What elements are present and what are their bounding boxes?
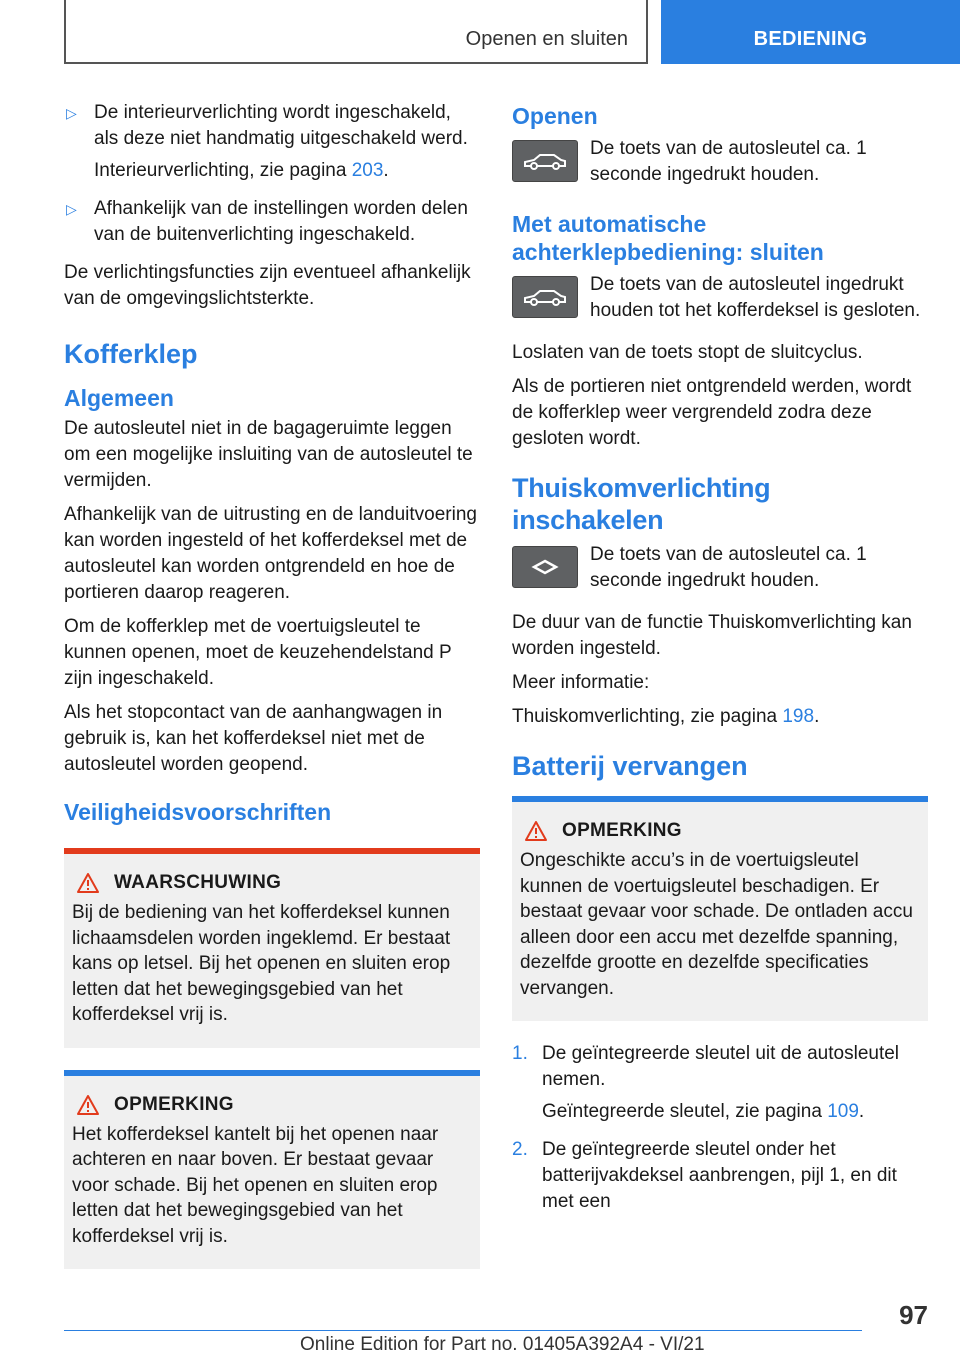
bullet-reference: Interieurverlichting, zie pagina 203. — [94, 160, 389, 181]
warning-triangle-icon — [76, 872, 100, 894]
paragraph: Als het stopcontact van de aanhangwagen in gebruik is, kan het kofferdeksel niet met de autosleutel worden geopend. — [64, 702, 443, 775]
reference: Thuiskomverlichting, zie pagina 198. — [512, 706, 820, 727]
step-item — [512, 1041, 928, 1131]
bullet-item — [64, 100, 480, 190]
section-title: Openen en sluiten — [465, 28, 628, 50]
heading-auto-sluiten: Met automatische achterklepbediening: sluiten — [512, 211, 824, 265]
heading-veiligheid: Veiligheidsvoorschriften — [64, 799, 332, 825]
paragraph: Om de kofferklep met de voertuigsleutel te kunnen openen, moet de keuzehendelstand P zijn ingeschakeld. — [64, 616, 452, 689]
page-number: 97 — [899, 1300, 928, 1330]
note-text: Het kofferdeksel kantelt bij het openen naar achteren en naar boven. Er bestaat gevaar voor schade. Bij het openen en sluiten erop letten dat het bewegingsgebied van het kofferdeksel vrij is. — [72, 1123, 439, 1247]
left-column — [64, 100, 480, 1269]
note-text: Ongeschikte accu’s in de voertuigsleutel kunnen de voertuigsleutel beschadigen. Er bestaat gevaar voor schade. De ontladen accu alleen door een accu met dezelfde spanning, dezelfde grootte en dezelfde specificaties vervangen. — [520, 850, 913, 999]
diamond-icon — [512, 546, 578, 588]
warning-box — [64, 848, 480, 1048]
chapter-label: BEDIENING — [753, 27, 868, 50]
step-item — [512, 1137, 928, 1221]
right-column — [512, 100, 928, 1227]
paragraph: Meer informatie: — [512, 672, 650, 693]
bullet-text: De interieurverlichting wordt ingeschakeld, als deze niet handmatig uitgeschakeld werd. — [94, 102, 468, 149]
instruction-text: De toets van de autosleutel ingedrukt houden tot het kofferdeksel is gesloten. — [590, 274, 921, 321]
heading-kofferklep: Kofferklep — [64, 339, 198, 369]
page-link-109[interactable]: 109 — [827, 1101, 859, 1122]
heading-openen: Openen — [512, 103, 598, 129]
chapter-tab — [661, 0, 960, 64]
heading-thuiskom: Thuiskomverlichting inschakelen — [512, 473, 771, 535]
paragraph: Als de portieren niet ontgrendeld werden, wordt de kofferklep weer vergrendeld zodra deze gesloten wordt. — [512, 376, 912, 449]
paragraph: De verlichtingsfuncties zijn eventueel afhankelijk van de omgevingslichtsterkte. — [64, 262, 471, 309]
edition-footer: Online Edition for Part no. 01405A392A4 - VI/21 — [300, 1334, 705, 1355]
paragraph: Loslaten van de toets stopt de sluitcyclus. — [512, 342, 863, 363]
key-instruction — [512, 542, 928, 594]
triangle-right-icon: ▷ — [66, 201, 77, 217]
instruction-text: De toets van de autosleutel ca. 1 seconde ingedrukt houden. — [590, 138, 867, 185]
note-box — [64, 1070, 480, 1270]
warning-text: Bij de bediening van het kofferdeksel kunnen lichaamsdelen worden ingeklemd. Er bestaat kans op letsel. Bij het openen en sluiten erop letten dat het bewegingsgebied van het kofferdeksel vrij is. — [72, 902, 451, 1025]
step-text: De geïntegreerde sleutel uit de autosleutel nemen. — [542, 1043, 900, 1090]
bullet-item — [64, 196, 480, 254]
bullet-text: Afhankelijk van de instellingen worden delen van de buitenverlichting ingeschakeld. — [94, 198, 468, 245]
page-link-198[interactable]: 198 — [782, 706, 815, 727]
note-box — [512, 796, 928, 1021]
note-title: OPMERKING — [114, 1093, 234, 1115]
footer-divider — [64, 1330, 862, 1331]
note-title: OPMERKING — [562, 820, 682, 841]
warning-triangle-icon — [524, 820, 548, 842]
heading-algemeen: Algemeen — [64, 385, 174, 411]
page-link-203[interactable]: 203 — [351, 160, 384, 181]
warning-triangle-icon — [76, 1094, 100, 1116]
paragraph: De duur van de functie Thuiskomverlichting kan worden ingesteld. — [512, 612, 912, 659]
triangle-right-icon: ▷ — [66, 105, 77, 121]
car-trunk-icon — [512, 140, 578, 182]
paragraph: Afhankelijk van de uitrusting en de landuitvoering kan worden ingesteld of het kofferdeksel met de autosleutel kan worden ontgrendeld en hoe de portieren daarop reageren. — [64, 504, 477, 603]
warning-title: WAARSCHUWING — [114, 872, 282, 893]
header-frame — [64, 0, 648, 64]
step-number: 1. — [512, 1043, 528, 1064]
instruction-text: De toets van de autosleutel ca. 1 seconde ingedrukt houden. — [590, 544, 867, 591]
step-number: 2. — [512, 1139, 528, 1160]
step-text: De geïntegreerde sleutel onder het batterijvakdeksel aanbrengen, pijl 1, en dit met een — [542, 1139, 897, 1212]
key-instruction — [512, 272, 928, 324]
step-reference: Geïntegreerde sleutel, zie pagina 109. — [542, 1101, 865, 1122]
heading-batterij: Batterij vervangen — [512, 751, 748, 781]
paragraph: De autosleutel niet in de bagageruimte leggen om een mogelijke insluiting van de autosleutel te vermijden. — [64, 418, 473, 491]
key-instruction — [512, 136, 928, 188]
car-trunk-icon — [512, 276, 578, 318]
